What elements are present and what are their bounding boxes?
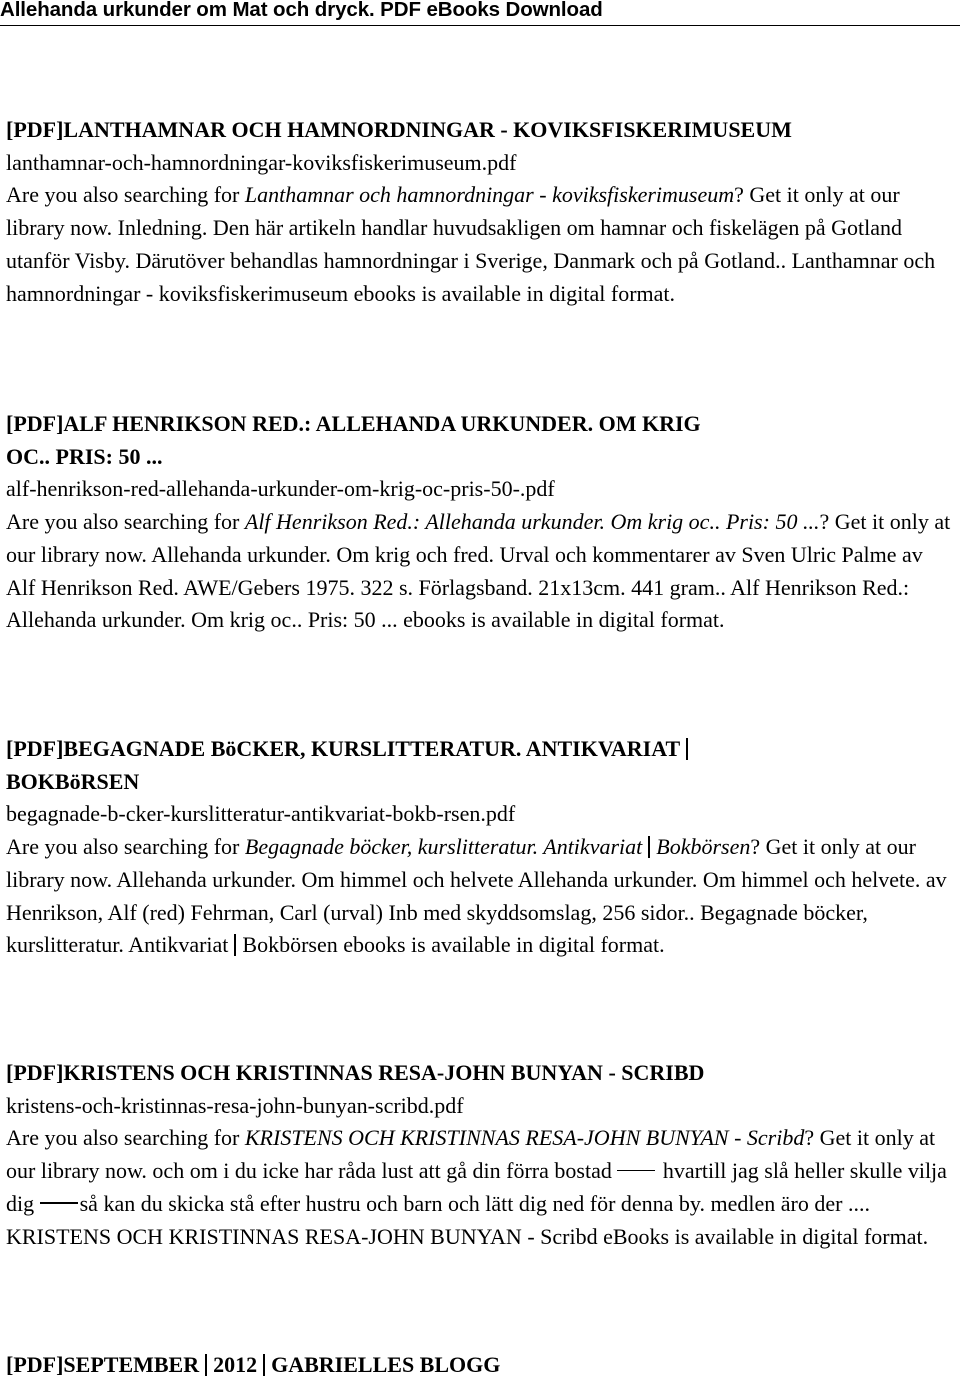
separator	[686, 738, 688, 760]
description-body: ? Get it only at our library now. Allehanda urkunder. Om himmel och helvete Allehanda urkunder. Om himmel och helvete. av Henrikson, Alf (red) Fehrman, Carl (urval) Inb med skyddsomslag, 256 sidor.. Begagnade böcker, kurslitteratur. Antikvariat	[6, 834, 947, 958]
result-entry	[6, 408, 956, 637]
result-entry	[6, 1349, 956, 1382]
result-entry	[6, 1057, 956, 1253]
search-query: Lanthamnar och hamnordningar - koviksfiskerimuseum	[244, 182, 735, 208]
description-lead: Are you also searching for	[6, 834, 245, 860]
result-filename[interactable]: begagnade-b-cker-kurslitteratur-antikvariat-bokb-rsen.pdf	[6, 801, 516, 827]
separator	[234, 934, 236, 956]
result-title[interactable]: [PDF]ALF HENRIKSON RED.: ALLEHANDA URKUNDER. OM KRIG OC.. PRIS: 50 ...	[6, 411, 701, 469]
title-part: BOKBöRSEN	[6, 768, 140, 794]
result-filename[interactable]: alf-henrikson-red-allehanda-urkunder-om-krig-oc-pris-50-.pdf	[6, 476, 555, 502]
separator	[205, 1354, 207, 1376]
search-query: Begagnade böcker, kurslitteratur. Antikvariat	[244, 834, 643, 860]
title-part: GABRIELLES BLOGG	[271, 1352, 501, 1377]
result-description	[6, 506, 956, 637]
result-title[interactable]: [PDF]KRISTENS OCH KRISTINNAS RESA-JOHN BUNYAN - SCRIBD	[6, 1060, 705, 1085]
page-title: Allehanda urkunder om Mat och dryck. PDF eBooks Download	[0, 0, 603, 21]
title-part: [PDF]BEGAGNADE BöCKER, KURSLITTERATUR. ANTIKVARIAT	[6, 736, 681, 761]
result-title[interactable]	[6, 1349, 956, 1382]
description-lead: Are you also searching for	[6, 509, 245, 535]
separator	[263, 1354, 265, 1376]
description-lead: Are you also searching for	[6, 182, 245, 208]
result-entry	[6, 733, 956, 962]
result-filename[interactable]: lanthamnar-och-hamnordningar-koviksfiskerimuseum.pdf	[6, 149, 517, 175]
result-filename[interactable]: kristens-och-kristinnas-resa-john-bunyan-scribd.pdf	[6, 1092, 464, 1118]
result-description	[6, 831, 956, 962]
result-title[interactable]	[6, 733, 956, 798]
description-body: Bokbörsen ebooks is available in digital format.	[242, 932, 665, 958]
search-query: Alf Henrikson Red.: Allehanda urkunder. Om krig oc.. Pris: 50 ...	[244, 509, 820, 535]
description-body: ? Get it only at our library now. Inledning. Den här artikeln handlar huvudsakligen om hamnar och fiskelägen på Gotland utanför Visby. Därutöver behandlas hamnordningar i Sverige, Danmark och på Gotland.. Lanthamnar och hamnordningar - koviksfiskerimuseum ebooks is available in digital format.	[6, 182, 936, 306]
result-description	[6, 179, 956, 310]
header-bar	[0, 0, 960, 26]
title-part: 2012	[213, 1352, 258, 1377]
separator	[648, 836, 650, 858]
result-description	[6, 1122, 956, 1253]
description-body: ? Get it only at our library now. och om i du icke har råda lust att gå din förra bostad	[6, 1125, 936, 1184]
description-body: hvartill jag slå heller skulle vilja dig	[6, 1158, 947, 1216]
title-part: [PDF]SEPTEMBER	[6, 1352, 200, 1377]
search-query: Bokbörsen	[656, 834, 751, 860]
search-query: KRISTENS OCH KRISTINNAS RESA-JOHN BUNYAN - Scribd	[244, 1125, 805, 1151]
description-lead: Are you also searching for	[6, 1125, 245, 1151]
description-body: ? Get it only at our library now. Allehanda urkunder. Om krig och fred. Urval och kommentarer av Sven Ulric Palme av Alf Henrikson Red. AWE/Gebers 1975. 322 s. Förlagsband. 21x13cm. 441 gram.. Alf Henrikson Red.: Allehanda urkunder. Om krig oc.. Pris: 50 ... ebooks is available in digital format.	[6, 509, 951, 633]
description-body: så kan du skicka stå efter hustru och barn och lätt dig ned för denna by. medlen äro der .... KRISTENS OCH KRISTINNAS RESA-JOHN BUNYAN - Scribd eBooks is available in digital format.	[6, 1190, 929, 1249]
result-entry	[6, 114, 956, 310]
result-title[interactable]: [PDF]LANTHAMNAR OCH HAMNORDNINGAR - KOVIKSFISKERIMUSEUM	[6, 117, 792, 142]
em-dash	[40, 1202, 78, 1204]
em-dash	[617, 1170, 655, 1172]
